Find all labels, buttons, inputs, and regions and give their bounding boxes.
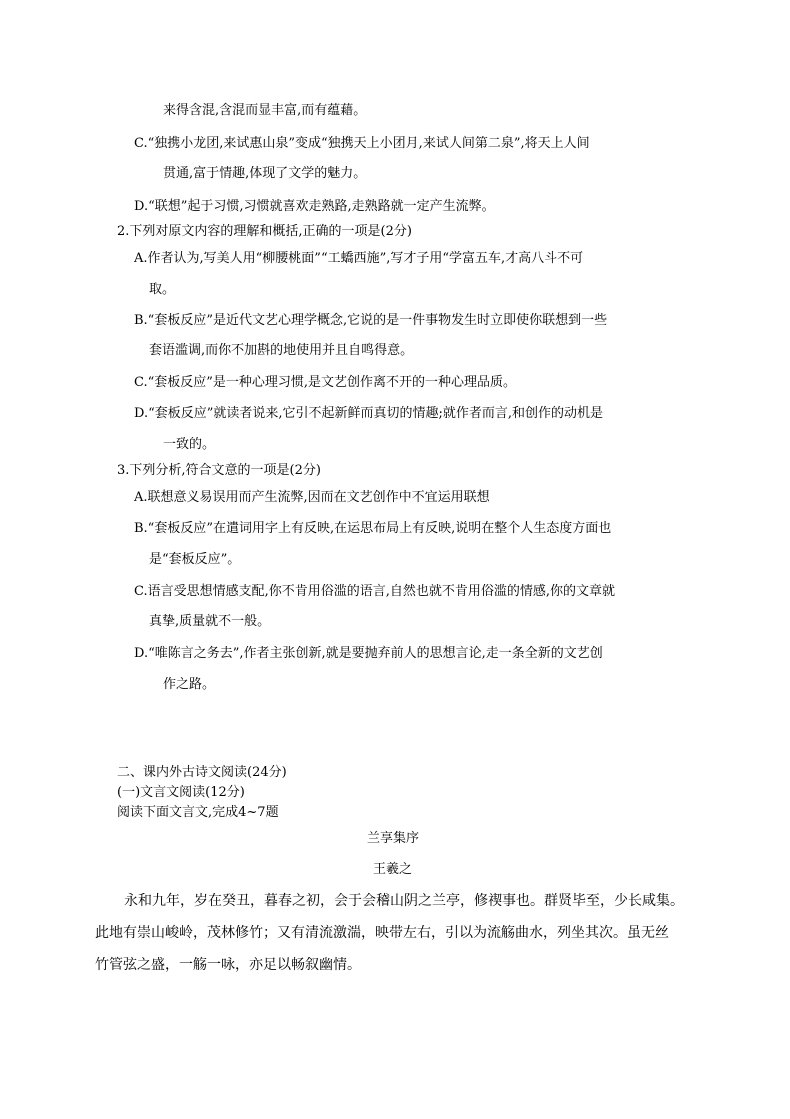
q2-option-b-line1: B.“套板反应”是近代文艺心理学概念,它说的是一件事物发生时立即使你联想到一些 <box>134 313 608 328</box>
q3-option-c-line1: C.语言受思想情感支配,你不肯用俗滥的语言,自然也就不肯用俗滥的情感,你的文章就 <box>134 584 616 599</box>
q2-option-b-line2: 套语滥调,而你不加斟的地使用并且自鸣得意。 <box>149 343 414 358</box>
q3-option-c-line2: 真挚,质量就不一般。 <box>149 614 271 629</box>
q1-option-b-continuation: 来得含混,含混而显丰富,而有蕴藉。 <box>163 103 367 118</box>
passage-author: 王羲之 <box>373 862 413 877</box>
q3-option-b-line2: 是“套板反应”。 <box>149 552 241 567</box>
q1-option-c-line2: 贯通,富于情趣,体现了文学的魅力。 <box>163 166 367 181</box>
q3-option-b-line1: B.“套板反应”在遣词用字上有反映,在运思布局上有反映,说明在整个人生态度方面也 <box>134 521 612 536</box>
q3-option-d-line1: D.“唯陈言之务去”,作者主张创新,就是要抛弃前人的思想言论,走一条全新的文艺创 <box>134 646 603 661</box>
q2-option-d-line1: D.“套板反应”就读者说来,它引不起新鲜而真切的情趣;就作者而言,和创作的动机是 <box>134 406 604 421</box>
q1-option-c-line1: C.“独携小龙团,来试惠山泉”变成“独携天上小团月,来试人间第二泉”,将天上人间 <box>134 136 590 151</box>
q3-option-a: A.联想意义易误用而产生流弊,因而在文艺创作中不宜运用联想 <box>134 490 490 505</box>
passage-title: 兰享集序 <box>367 831 420 846</box>
q2-option-a-line1: A.作者认为,写美人用“柳腰桃面”“工蟜西施”,写才子用“学富五车,才高八斗不可 <box>134 251 584 266</box>
q1-option-d: D.“联想”起于习惯,习惯就喜欢走熟路,走熟路就一定产生流弊。 <box>134 199 495 214</box>
passage-line-2: 此地有崇山峻岭，茂林修竹；又有清流激湍，映带左右，引以为流觞曲水，列坐其次。虽无丝 <box>95 925 669 941</box>
q2-stem: 2.下列对原文内容的理解和概括,正确的一项是(2分) <box>117 224 412 239</box>
sub-section-heading: (一)文言文阅读(12分) <box>117 785 245 800</box>
section-heading: 二、课内外古诗文阅读(24分) <box>117 765 287 780</box>
q2-option-a-line2: 取。 <box>149 282 176 297</box>
reading-instruction: 阅读下面文言文,完成4~7题 <box>117 805 279 820</box>
q2-option-c: C.“套板反应”是一种心理习惯,是文艺创作离不开的一种心理品质。 <box>134 375 517 390</box>
q3-stem: 3.下列分析,符合文意的一项是(2分) <box>117 463 321 478</box>
passage-line-3: 竹管弦之盛，一觞一咏，亦足以畅叙幽情。 <box>95 957 361 973</box>
q2-option-d-line2: 一致的。 <box>163 437 216 452</box>
q3-option-d-line2: 作之路。 <box>163 677 216 692</box>
passage-line-1: 永和九年，岁在癸丑，暮春之初，会于会稽山阴之兰亭，修禊事也。群贤毕至，少长咸集。 <box>124 893 684 909</box>
